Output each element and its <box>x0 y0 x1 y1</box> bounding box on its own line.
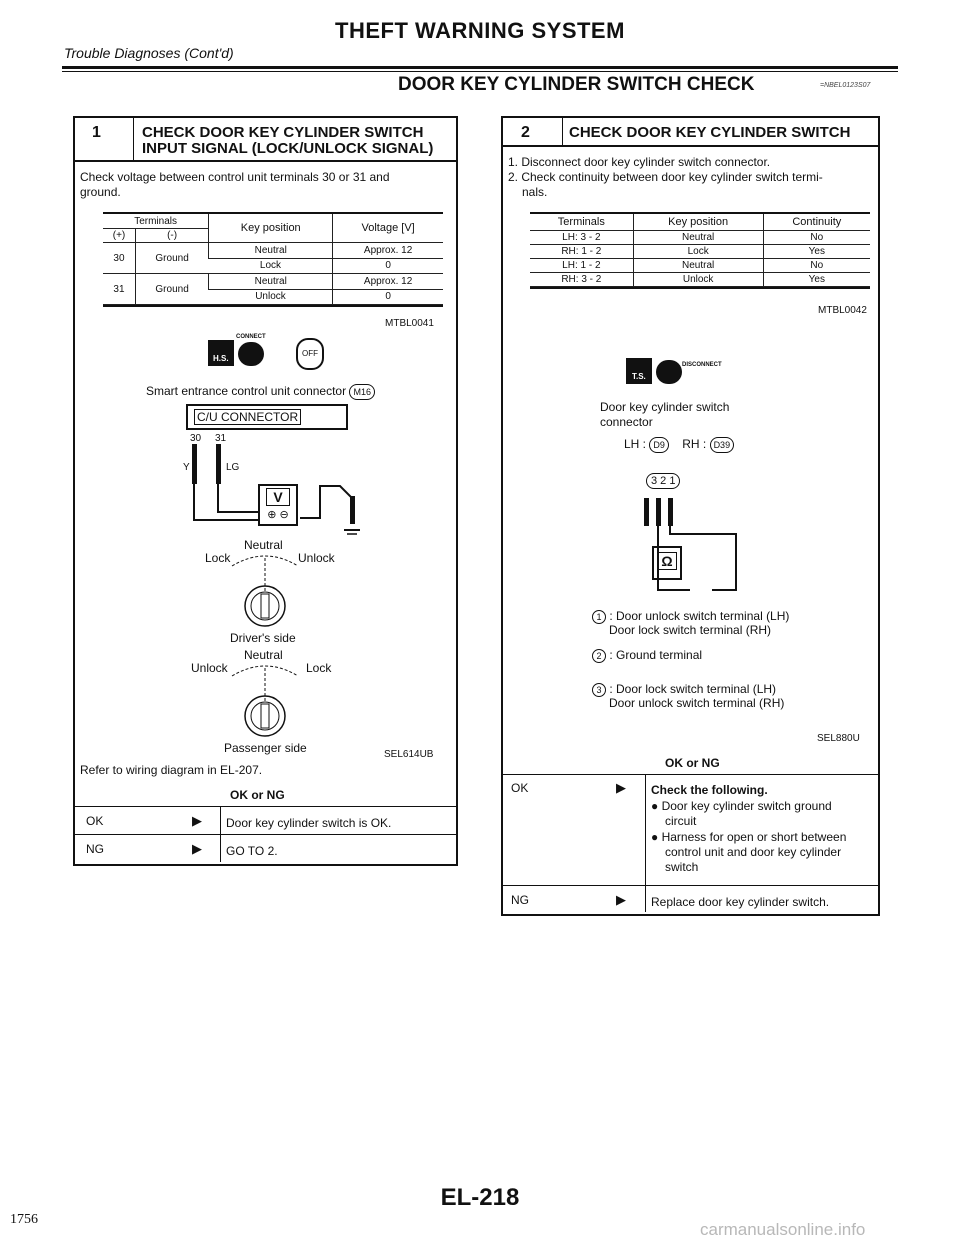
voltmeter-label: V <box>266 488 290 506</box>
ng-result-1: GO TO 2. <box>226 844 278 858</box>
cell-key-position: Unlock <box>633 273 763 287</box>
connector-id-badge: M16 <box>349 384 375 400</box>
drivers-side-label: Driver's side <box>230 631 296 645</box>
legend-1-text: : Door unlock switch terminal (LH) <box>609 609 790 623</box>
cell-key-position: Lock <box>633 245 763 259</box>
cell-continuity: Yes <box>763 273 870 287</box>
step1-number-divider <box>133 118 134 160</box>
ts-icon-label: T.S. <box>632 372 646 381</box>
bullet-icon: ● <box>651 830 659 844</box>
ng-label-2: NG <box>511 893 529 907</box>
step2-result-divider-top <box>503 774 878 775</box>
cell-terminal-minus: Ground <box>135 274 208 305</box>
cell-key-position: Neutral <box>633 259 763 273</box>
cell-continuity: No <box>763 231 870 245</box>
table-code-2: MTBL0042 <box>818 305 867 316</box>
cell-key-position: Neutral <box>209 274 333 290</box>
step1-number: 1 <box>92 124 101 141</box>
ok-bullet-2-cont-1: control unit and door key cylinder <box>665 845 842 859</box>
step2-result-col-divider <box>645 774 646 912</box>
connector-caption <box>146 384 375 400</box>
lh-id-badge: D9 <box>649 437 669 453</box>
step2-number-divider <box>562 118 563 145</box>
th-key-position: Key position <box>633 214 763 231</box>
neutral-label-2: Neutral <box>244 648 283 662</box>
section-title: DOOR KEY CYLINDER SWITCH CHECK <box>398 74 755 95</box>
th-plus: (+) <box>103 229 135 243</box>
rh-label: RH : <box>682 437 707 451</box>
wire-y: Y <box>183 462 190 473</box>
legend-3 <box>592 682 776 697</box>
hs-icon <box>208 340 234 366</box>
cell-key-position: Neutral <box>209 243 333 259</box>
connector-caption-2a: Door key cylinder switch <box>600 400 730 414</box>
connector-caption-text: Smart entrance control unit connector <box>146 384 347 398</box>
cell-terminals: LH: 3 - 2 <box>530 231 633 245</box>
step2-instruction-2a: 2. Check continuity between door key cylinder switch termi- <box>508 170 823 184</box>
page-code: EL-218 <box>440 1184 520 1211</box>
ok-bullet-1 <box>651 799 832 813</box>
unlock-label-2: Unlock <box>191 661 228 675</box>
watermark: carmanualsonline.info <box>700 1220 866 1239</box>
connector-pins: 3 2 1 <box>646 473 680 489</box>
ignition-off-icon <box>296 338 324 370</box>
cell-key-position: Unlock <box>209 289 333 305</box>
legend-3-text-2: Door unlock switch terminal (RH) <box>609 696 785 710</box>
cu-connector-box <box>186 404 348 430</box>
ok-head-2: Check the following. <box>651 783 768 797</box>
header-rule <box>62 66 898 69</box>
ok-label-2: OK <box>511 781 529 795</box>
lh-label: LH : <box>624 437 647 451</box>
lock-label-1: Lock <box>205 551 231 565</box>
voltmeter-icon <box>258 484 298 526</box>
ng-arrow-1-icon: ▶ <box>192 841 202 856</box>
page-title: THEFT WARNING SYSTEM <box>335 18 625 43</box>
rh-id-badge: D39 <box>710 437 735 453</box>
step2-heading: CHECK DOOR KEY CYLINDER SWITCH <box>569 124 851 141</box>
ng-label-1: NG <box>86 842 104 856</box>
legend-1-text-2: Door lock switch terminal (RH) <box>609 623 772 637</box>
step2-number: 2 <box>521 124 530 141</box>
legend-2 <box>592 648 702 663</box>
legend-3-num: 3 <box>592 683 606 697</box>
cell-continuity: No <box>763 259 870 273</box>
header-rule-thin <box>62 71 898 72</box>
wire-lg: LG <box>226 462 240 473</box>
cell-voltage: Approx. 12 <box>333 243 443 259</box>
step2-instruction-1: 1. Disconnect door key cylinder switch connector. <box>508 155 771 169</box>
cell-key-position: Lock <box>209 258 333 274</box>
legend-3-text: : Door lock switch terminal (LH) <box>609 682 777 696</box>
th-key-position: Key position <box>209 214 333 243</box>
step1-result-divider-top <box>75 806 456 807</box>
plus-minus-terminals: ⊕ ⊖ <box>267 509 289 521</box>
step1-instruction-1: Check voltage between control unit terminals 30 or 31 and <box>80 170 390 184</box>
ohmmeter-label: Ω <box>657 552 677 570</box>
neutral-label-1: Neutral <box>244 538 283 552</box>
disconnect-label: DISCONNECT <box>682 362 722 368</box>
cell-terminal-plus: 31 <box>103 274 135 305</box>
cell-voltage: 0 <box>333 289 443 305</box>
connect-icon <box>238 342 264 366</box>
ok-bullet-1-cont: circuit <box>665 814 697 828</box>
legend-1 <box>592 609 789 624</box>
unlock-label-1: Unlock <box>298 551 335 565</box>
step2-result-divider-mid <box>503 885 878 886</box>
step1-voltage-table <box>103 212 443 307</box>
step1-instruction-2: ground. <box>80 185 121 199</box>
step1-heading-1: CHECK DOOR KEY CYLINDER SWITCH <box>142 124 424 141</box>
th-terminals: Terminals <box>530 214 633 231</box>
section-code: =NBEL0123S07 <box>820 82 871 89</box>
refer-text: Refer to wiring diagram in EL-207. <box>80 763 263 777</box>
page-subtitle: Trouble Diagnoses (Cont'd) <box>64 45 234 61</box>
cell-voltage: 0 <box>333 258 443 274</box>
ok-bullet-2-cont-2: switch <box>665 860 699 874</box>
bullet-icon: ● <box>651 799 659 813</box>
step1-header-divider <box>75 160 456 162</box>
terminal-30: 30 <box>190 433 202 444</box>
cell-key-position: Neutral <box>633 231 763 245</box>
ok-arrow-2-icon: ▶ <box>616 780 626 795</box>
cell-terminals: RH: 3 - 2 <box>530 273 633 287</box>
th-terminals: Terminals <box>103 214 209 229</box>
th-minus: (-) <box>135 229 208 243</box>
ok-arrow-1-icon: ▶ <box>192 813 202 828</box>
driver-key-cylinder <box>220 552 310 632</box>
legend-2-num: 2 <box>592 649 606 663</box>
step1-result-divider-mid <box>75 834 456 835</box>
ok-or-ng-1: OK or NG <box>230 788 285 802</box>
step2-header-divider <box>503 145 878 147</box>
cell-continuity: Yes <box>763 245 870 259</box>
step2-instruction-2b: nals. <box>522 185 548 199</box>
figure-code-2: SEL880U <box>817 733 860 744</box>
legend-1-num: 1 <box>592 610 606 624</box>
legend-2-text: : Ground terminal <box>609 648 703 662</box>
hs-icon-label: H.S. <box>213 354 229 363</box>
ok-label-1: OK <box>86 814 104 828</box>
lock-label-2: Lock <box>306 661 332 675</box>
connector-ids <box>624 437 734 453</box>
connect-label: CONNECT <box>236 334 266 340</box>
ok-or-ng-2: OK or NG <box>665 756 720 770</box>
off-label: OFF <box>302 349 318 358</box>
passenger-side-label: Passenger side <box>224 741 307 755</box>
page-number: 1756 <box>10 1212 38 1227</box>
terminal-31: 31 <box>215 433 227 444</box>
cell-terminals: RH: 1 - 2 <box>530 245 633 259</box>
th-voltage: Voltage [V] <box>333 214 443 243</box>
ok-bullet-2 <box>651 830 846 844</box>
step1-result-col-divider <box>220 806 221 862</box>
figure-code-1: SEL614UB <box>384 749 434 760</box>
step1-heading-2: INPUT SIGNAL (LOCK/UNLOCK SIGNAL) <box>142 140 434 157</box>
th-continuity: Continuity <box>763 214 870 231</box>
ng-arrow-2-icon: ▶ <box>616 892 626 907</box>
ohmmeter-icon <box>652 546 682 580</box>
ts-icon <box>626 358 652 384</box>
cu-connector-label: C/U CONNECTOR <box>194 409 301 425</box>
step2-continuity-table <box>530 212 870 289</box>
ok-bullet-1-text: Door key cylinder switch ground <box>661 799 832 813</box>
table-code: MTBL0041 <box>385 318 434 329</box>
cell-voltage: Approx. 12 <box>333 274 443 290</box>
connector-caption-2b: connector <box>600 415 653 429</box>
ok-bullet-2-text: Harness for open or short between <box>661 830 847 844</box>
ok-result-1: Door key cylinder switch is OK. <box>226 816 392 830</box>
cell-terminals: LH: 1 - 2 <box>530 259 633 273</box>
ng-result-2: Replace door key cylinder switch. <box>651 895 830 909</box>
cell-terminal-minus: Ground <box>135 243 208 274</box>
disconnect-icon <box>656 360 682 384</box>
passenger-key-cylinder <box>220 662 310 742</box>
cell-terminal-plus: 30 <box>103 243 135 274</box>
